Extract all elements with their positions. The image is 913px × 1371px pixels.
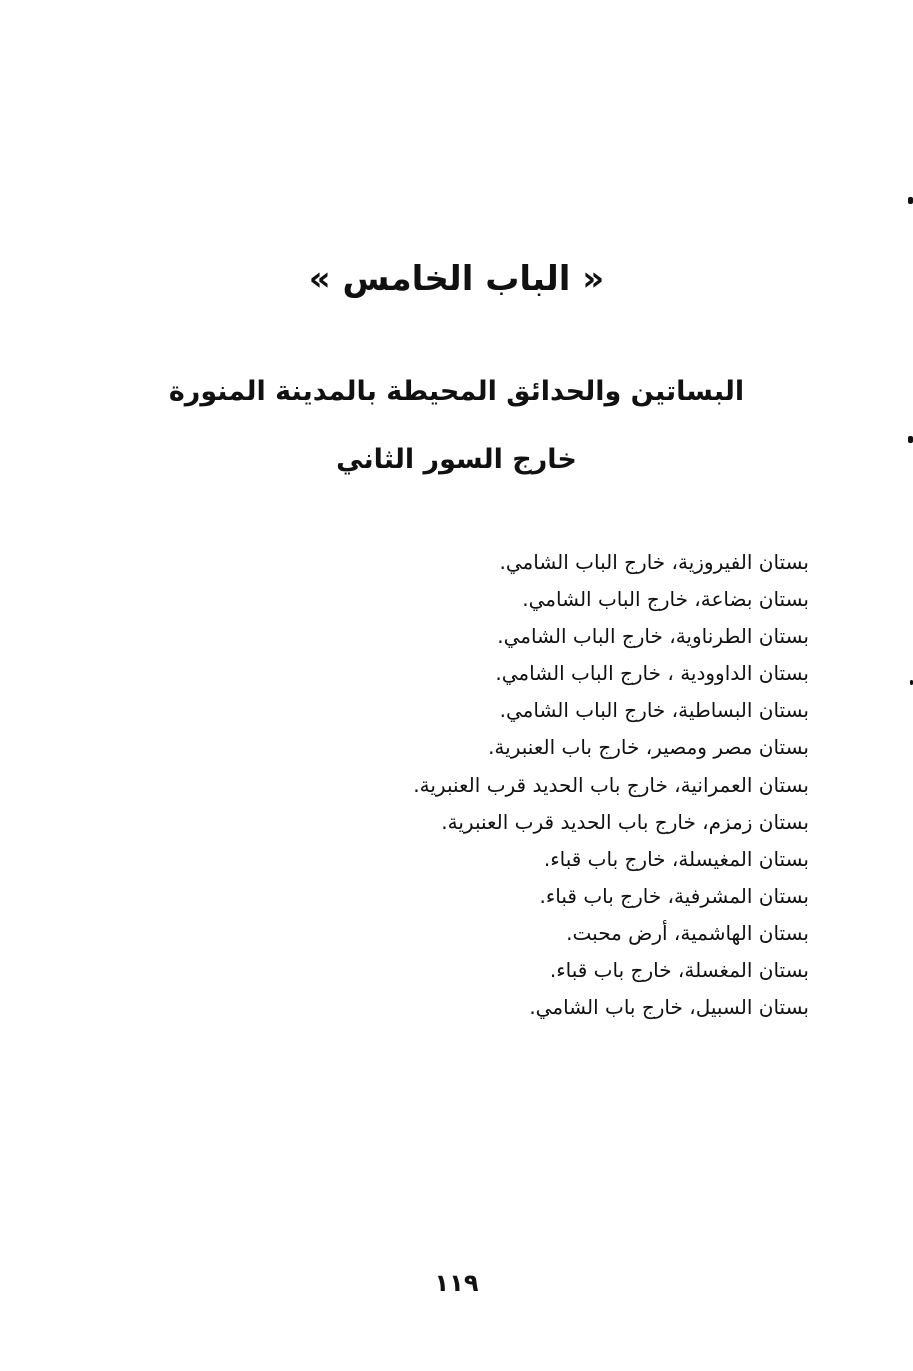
list-item: بستان الطرناوية، خارج الباب الشامي.: [497, 624, 809, 649]
list-item: بستان العمرانية، خارج باب الحديد قرب العنبرية.: [413, 772, 809, 797]
chapter-title: « الباب الخامس »: [308, 259, 605, 299]
list-item: بستان البساطية، خارج الباب الشامي.: [499, 698, 809, 723]
list-item: بستان المغسلة، خارج باب قباء.: [549, 958, 809, 983]
list-item: بستان الفيروزية، خارج الباب الشامي.: [499, 550, 809, 574]
garden-list: [209, 544, 809, 1026]
list-item: بستان الداوودية ، خارج الباب الشامي.: [495, 661, 809, 686]
list-item: بستان بضاعة، خارج الباب الشامي.: [522, 587, 809, 612]
list-item: بستان المغيسلة، خارج باب قباء.: [543, 846, 809, 871]
section-heading-line-1: البساتين والحدائق المحيطة بالمدينة المنورة: [168, 376, 745, 407]
list-item: بستان السبيل، خارج باب الشامي.: [529, 995, 809, 1020]
list-item: بستان مصر ومصير، خارج باب العنبرية.: [488, 735, 809, 760]
list-item: بستان زمزم، خارج باب الحديد قرب العنبرية.: [441, 809, 809, 834]
list-item: بستان الهاشمية، أرض محبت.: [566, 920, 809, 945]
scan-edge-mark: [908, 197, 913, 204]
section-heading-line-2: خارج السور الثاني: [336, 444, 577, 475]
list-item: بستان المشرفية، خارج باب قباء.: [539, 883, 809, 908]
page-number: ١١٩: [434, 1269, 479, 1297]
scan-edge-mark: [908, 436, 913, 443]
